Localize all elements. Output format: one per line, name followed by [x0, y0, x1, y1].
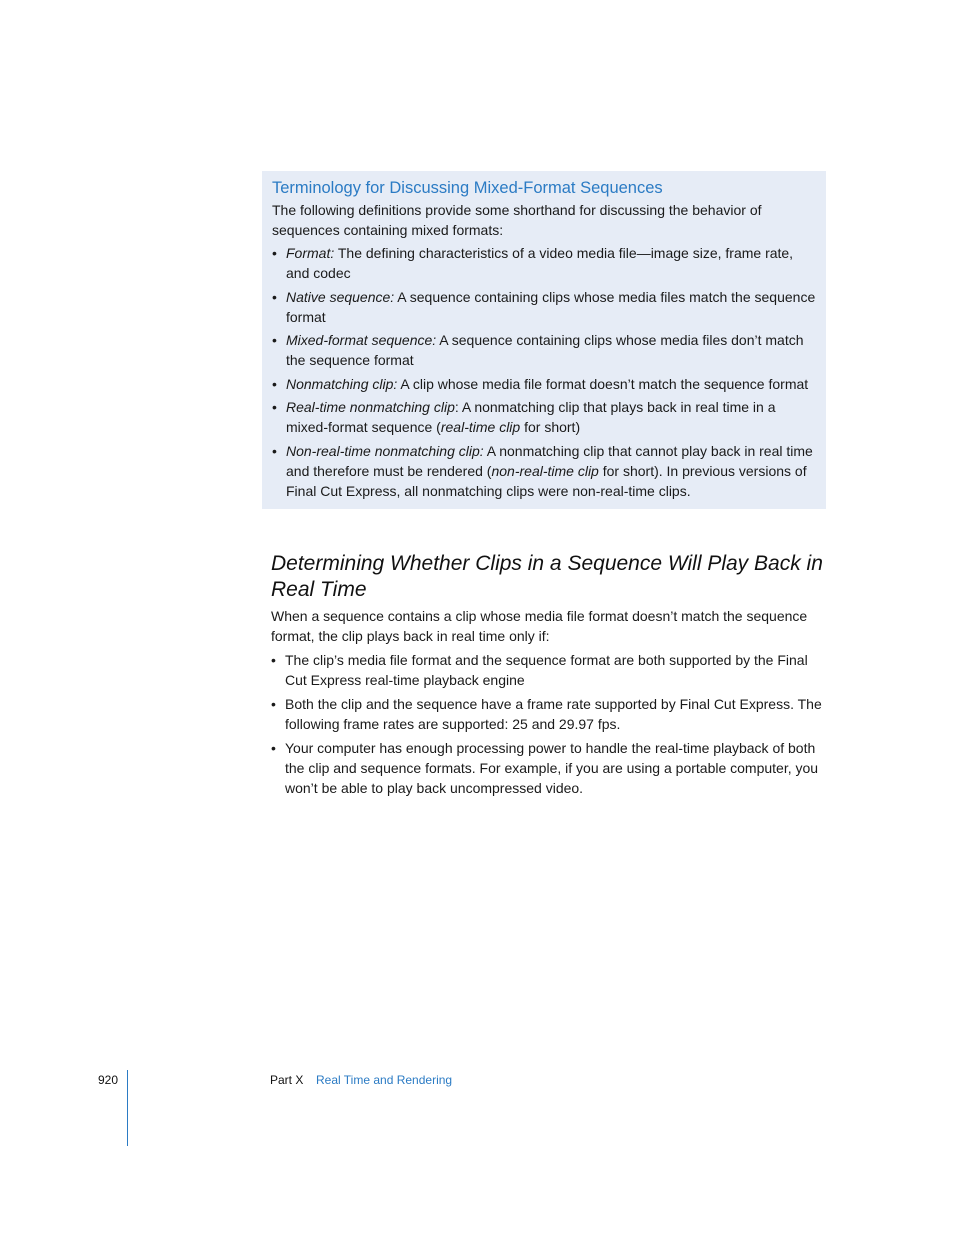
term-definition: A sequence containing clips whose media files don’t match the sequence format — [286, 332, 804, 368]
list-item — [272, 374, 816, 394]
term-definition: A clip whose media file format doesn’t match the sequence format — [397, 375, 809, 392]
terminology-sidebar — [262, 171, 826, 509]
term-definition-end: for short). In previous versions of Final Cut Express, all nonmatching clips were non-real-time clips. — [286, 462, 807, 499]
term-definition-end: for short) — [520, 419, 581, 435]
section-body — [271, 606, 827, 802]
list-item: • Both the clip and the sequence have a frame rate supported by Final Cut Express. The following frame rates are supported: 25 and 29.97 fps. — [271, 694, 827, 734]
list-item — [272, 330, 816, 370]
term-definition: : A nonmatching clip that plays back in real time in a mixed-format sequence ( — [286, 399, 776, 435]
term-label: Mixed-format sequence: — [286, 332, 437, 348]
term-shorthand: non-real-time clip — [491, 462, 599, 479]
term-definition: The defining characteristics of a video media file—image size, frame rate, and codec — [286, 245, 794, 281]
footer-chapter-link[interactable]: Real Time and Rendering — [316, 1073, 453, 1087]
sidebar-intro: The following definitions provide some shorthand for discussing the behavior of sequences containing mixed formats: — [272, 202, 762, 238]
page-number: 920 — [98, 1073, 119, 1087]
condition-list — [271, 650, 827, 798]
term-shorthand: real-time clip — [440, 419, 521, 435]
list-item — [272, 243, 816, 283]
list-item: • The clip’s media file format and the sequence format are both supported by the Final Cut Express real-time playback engine — [271, 650, 827, 690]
section-heading: Determining Whether Clips in a Sequence Will Play Back in Real Time — [271, 552, 823, 601]
list-item — [272, 441, 816, 501]
footer-divider — [127, 1070, 128, 1146]
section-intro: When a sequence contains a clip whose media file format doesn’t match the sequence format, the clip plays back in real time only if: — [271, 608, 808, 644]
term-label: Real-time nonmatching clip — [286, 399, 455, 415]
term-definition: A nonmatching clip that cannot play back in real time and therefore must be rendered ( — [286, 442, 813, 479]
term-label: Format: — [286, 245, 335, 261]
sidebar-title: Terminology for Discussing Mixed-Format Sequences — [272, 179, 663, 197]
list-item — [272, 287, 816, 327]
term-label: Native sequence: — [286, 288, 395, 305]
term-label: Non-real-time nonmatching clip: — [286, 442, 484, 459]
list-item — [272, 397, 816, 437]
terminology-list — [272, 243, 816, 501]
term-label: Nonmatching clip: — [286, 375, 398, 392]
list-item: • Your computer has enough processing power to handle the real-time playback of both the clip and sequence formats. For example, if you are using a portable computer, you won’t be able to play back uncompressed video. — [271, 738, 827, 798]
term-definition: A sequence containing clips whose media files match the sequence format — [286, 288, 816, 325]
footer-part-label: Part X — [270, 1073, 304, 1087]
